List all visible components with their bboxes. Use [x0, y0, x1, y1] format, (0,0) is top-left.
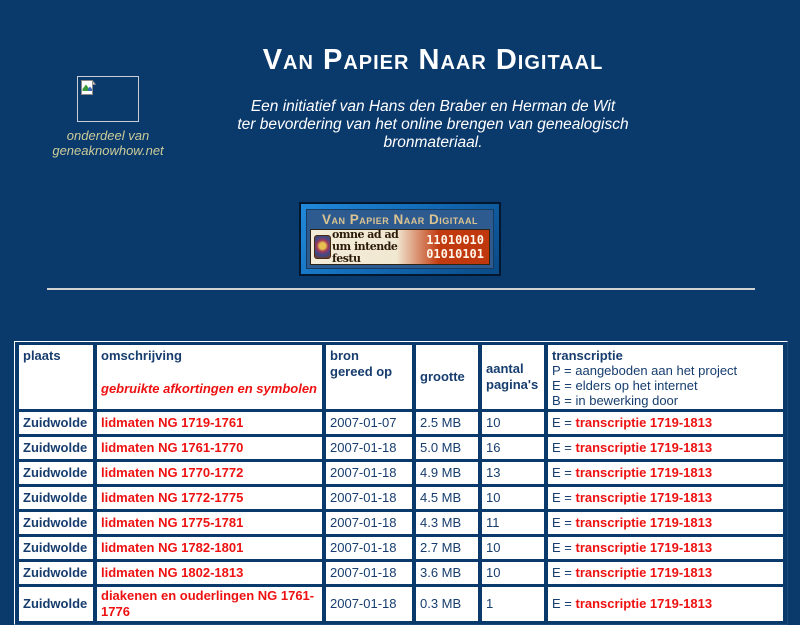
table-header-row [19, 345, 783, 409]
table-row [19, 462, 783, 484]
cell-transcriptie [548, 562, 783, 584]
transcriptie-prefix: E = [552, 490, 576, 505]
header [66, 44, 800, 152]
cell-aantal-paginas: 10 [482, 562, 544, 584]
header-aantal [482, 345, 544, 409]
cell-omschrijving [97, 412, 322, 434]
cell-aantal-paginas: 1 [482, 587, 544, 621]
table-row [19, 512, 783, 534]
cell-plaats: Zuidwolde [19, 462, 93, 484]
transcriptie-prefix: E = [552, 465, 576, 480]
header-grootte: grootte [416, 345, 478, 409]
source-document-link[interactable]: lidmaten NG 1802-1813 [101, 565, 244, 580]
header-aantal-line1: aantal [486, 361, 524, 376]
logo-caption-line2[interactable]: geneaknowhow.net [52, 143, 164, 158]
header-omschrijving-label: omschrijving [101, 348, 182, 363]
subtitle-line2: ter bevordering van het online brengen van genealogisch [237, 116, 629, 133]
table-row [19, 587, 783, 621]
source-document-link[interactable]: lidmaten NG 1761-1770 [101, 440, 244, 455]
header-aantal-line2: pagina's [486, 377, 539, 392]
cell-aantal-paginas: 16 [482, 437, 544, 459]
table-row [19, 412, 783, 434]
banner-title: Van Papier Naar Digitaal [321, 212, 479, 227]
abbreviations-link[interactable]: gebruikte afkortingen en symbolen [101, 381, 317, 396]
subtitle-line1: Een initiatief van Hans den Braber en Herman de Wit [250, 98, 616, 115]
cell-plaats: Zuidwolde [19, 487, 93, 509]
source-document-link[interactable]: lidmaten NG 1770-1772 [101, 465, 244, 480]
cell-grootte: 0.3 MB [416, 587, 478, 621]
table-row [19, 437, 783, 459]
table-row [19, 537, 783, 559]
header-bron-line2: gereed op [330, 364, 393, 379]
transcriptie-prefix: E = [552, 540, 576, 555]
cell-aantal-paginas: 10 [482, 537, 544, 559]
cell-omschrijving [97, 512, 322, 534]
cell-transcriptie [548, 462, 783, 484]
cell-grootte: 3.6 MB [416, 562, 478, 584]
cell-transcriptie [548, 587, 783, 621]
cell-aantal-paginas: 13 [482, 462, 544, 484]
binary-line2: 01010101 [426, 247, 484, 261]
transcriptie-prefix: E = [552, 440, 576, 455]
transcription-link[interactable]: transcriptie 1719-1813 [575, 540, 713, 555]
logo-caption-line1[interactable]: onderdeel van [66, 128, 150, 143]
cell-transcriptie [548, 487, 783, 509]
cell-bron-gereed: 2007-01-18 [326, 562, 412, 584]
transcription-link[interactable]: transcriptie 1719-1813 [575, 415, 713, 430]
source-document-link[interactable]: lidmaten NG 1719-1761 [101, 415, 244, 430]
cell-plaats: Zuidwolde [19, 512, 93, 534]
page-title: Van Papier Naar Digitaal [262, 44, 604, 76]
cell-grootte: 5.0 MB [416, 437, 478, 459]
cell-bron-gereed: 2007-01-07 [326, 412, 412, 434]
subtitle [66, 98, 800, 152]
subtitle-line3: bronmateriaal. [383, 134, 483, 151]
illuminated-initial-icon [314, 235, 331, 259]
transcriptie-prefix: E = [552, 565, 576, 580]
banner-logo[interactable] [299, 202, 501, 276]
source-document-link[interactable]: lidmaten NG 1782-1801 [101, 540, 244, 555]
transcriptie-prefix: E = [552, 596, 576, 611]
source-document-link[interactable]: diakenen en ouderlingen NG 1761-1776 [101, 588, 315, 619]
cell-aantal-paginas: 11 [482, 512, 544, 534]
transcription-link[interactable]: transcriptie 1719-1813 [575, 490, 713, 505]
sources-table [14, 341, 788, 625]
horizontal-rule [47, 288, 755, 290]
cell-bron-gereed: 2007-01-18 [326, 437, 412, 459]
header-bron [326, 345, 412, 409]
manuscript-line2: um intende festu [332, 240, 398, 265]
cell-bron-gereed: 2007-01-18 [326, 462, 412, 484]
banner-manuscript-strip [310, 229, 490, 265]
cell-grootte: 4.9 MB [416, 462, 478, 484]
transcription-link[interactable]: transcriptie 1719-1813 [575, 465, 713, 480]
cell-bron-gereed: 2007-01-18 [326, 487, 412, 509]
banner-inner [306, 209, 494, 269]
header-bron-line1: bron [330, 348, 359, 363]
transcription-link[interactable]: transcriptie 1719-1813 [575, 596, 713, 611]
cell-aantal-paginas: 10 [482, 412, 544, 434]
cell-plaats: Zuidwolde [19, 412, 93, 434]
cell-bron-gereed: 2007-01-18 [326, 537, 412, 559]
cell-plaats: Zuidwolde [19, 437, 93, 459]
header-plaats: plaats [19, 345, 93, 409]
cell-omschrijving [97, 562, 322, 584]
cell-omschrijving [97, 537, 322, 559]
cell-transcriptie [548, 437, 783, 459]
source-document-link[interactable]: lidmaten NG 1775-1781 [101, 515, 244, 530]
binary-text [426, 233, 489, 261]
binary-line1: 11010010 [426, 233, 484, 247]
cell-omschrijving [97, 437, 322, 459]
transcription-link[interactable]: transcriptie 1719-1813 [575, 515, 713, 530]
cell-omschrijving [97, 462, 322, 484]
cell-bron-gereed: 2007-01-18 [326, 512, 412, 534]
table-row [19, 562, 783, 584]
cell-grootte: 4.3 MB [416, 512, 478, 534]
header-transcriptie-label: transcriptie [552, 348, 623, 363]
cell-plaats: Zuidwolde [19, 537, 93, 559]
transcription-link[interactable]: transcriptie 1719-1813 [575, 565, 713, 580]
table-row [19, 487, 783, 509]
cell-bron-gereed: 2007-01-18 [326, 587, 412, 621]
header-transcriptie [548, 345, 783, 409]
cell-grootte: 2.7 MB [416, 537, 478, 559]
manuscript-text [332, 229, 426, 265]
header-omschrijving [97, 345, 322, 409]
cell-transcriptie [548, 412, 783, 434]
table-body [19, 412, 783, 621]
legend-p: P = aangeboden aan het project [552, 363, 738, 378]
cell-omschrijving [97, 487, 322, 509]
manuscript-line1: omne ad ad [332, 229, 399, 241]
cell-grootte: 2.5 MB [416, 412, 478, 434]
cell-aantal-paginas: 10 [482, 487, 544, 509]
source-document-link[interactable]: lidmaten NG 1772-1775 [101, 490, 244, 505]
cell-transcriptie [548, 537, 783, 559]
transcriptie-prefix: E = [552, 415, 576, 430]
transcription-link[interactable]: transcriptie 1719-1813 [575, 440, 713, 455]
legend-e: E = elders op het internet [552, 378, 698, 393]
cell-plaats: Zuidwolde [19, 587, 93, 621]
cell-transcriptie [548, 512, 783, 534]
cell-omschrijving [97, 587, 322, 621]
legend-b: B = in bewerking door [552, 393, 679, 408]
cell-grootte: 4.5 MB [416, 487, 478, 509]
transcriptie-prefix: E = [552, 515, 576, 530]
cell-plaats: Zuidwolde [19, 562, 93, 584]
